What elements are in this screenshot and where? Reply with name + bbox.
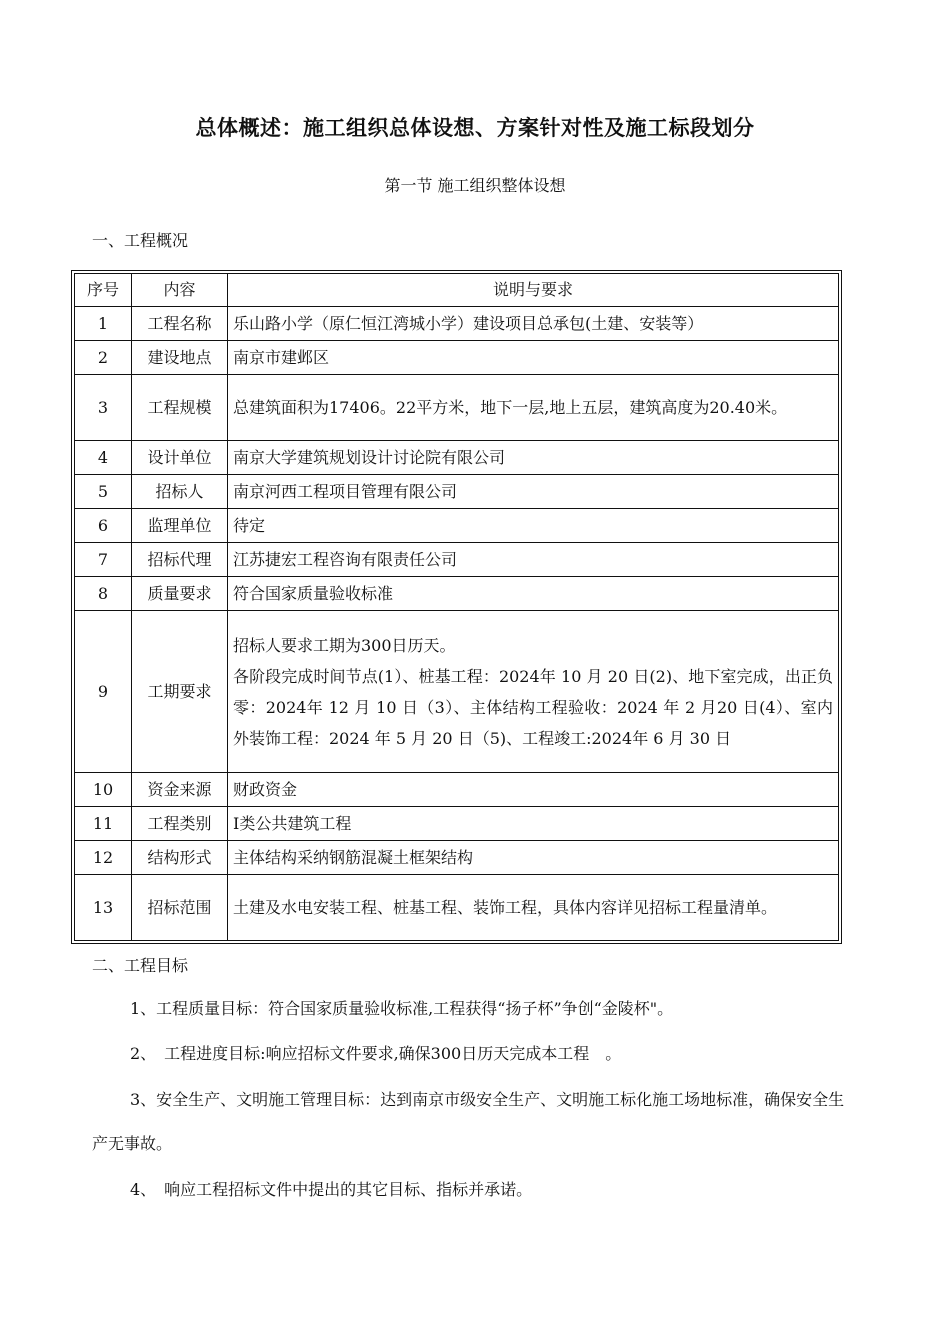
row-label: 质量要求 [132,577,228,611]
goal-schedule: 2、 工程进度目标:响应招标文件要求,确保300日历天完成本工程 。 [130,1044,622,1063]
row-number: 4 [75,441,132,475]
table-row [75,875,839,941]
column-header-description: 说明与要求 [228,274,839,307]
row-number: 13 [75,875,132,941]
row-description [228,611,839,773]
document-title: 总体概述：施工组织总体设想、方案针对性及施工标段划分 [195,116,755,140]
row-label: 监理单位 [132,509,228,543]
table-row [75,509,839,543]
row-label: 建设地点 [132,341,228,375]
row-description: 财政资金 [228,773,839,807]
table-row [75,611,839,773]
row-label: 结构形式 [132,841,228,875]
row-number: 8 [75,577,132,611]
table-row [75,475,839,509]
schedule-line: 各阶段完成时间节点(1）、桩基工程：2024年 10 月 20 日(2)、地下室完成，出正负零：2024年 12 月 10 日（3）、主体结构工程验收：2024 年 2 月20 日(4）、室内外装饰工程：2024 年 5 月 20 日（5)、工程竣工:2024年 6 月 30 日 [233,666,833,748]
row-number: 11 [75,807,132,841]
table-row [75,543,839,577]
row-label: 招标范围 [132,875,228,941]
row-number: 1 [75,307,132,341]
row-description: 符合国家质量验收标准 [228,577,839,611]
table-header-row [75,274,839,307]
heading-project-goals: 二、工程目标 [92,956,189,975]
row-label: 资金来源 [132,773,228,807]
row-description: 总建筑面积为17406。22平方米，地下一层,地上五层，建筑高度为20.40米。 [228,375,839,441]
table-row [75,341,839,375]
row-description: 主体结构采纳钢筋混凝土框架结构 [228,841,839,875]
row-description: 江苏捷宏工程咨询有限责任公司 [228,543,839,577]
table-row [75,577,839,611]
row-description: 南京市建邺区 [228,341,839,375]
goal-safety: 3、安全生产、文明施工管理目标：达到南京市级安全生产、文明施工标化施工场地标准，确保安全生产无事故。 [92,1090,845,1153]
row-description: 南京大学建筑规划设计讨论院有限公司 [228,441,839,475]
row-label: 招标人 [132,475,228,509]
row-number: 3 [75,375,132,441]
row-description: 土建及水电安装工程、桩基工程、装饰工程，具体内容详见招标工程量清单。 [228,875,839,941]
row-number: 12 [75,841,132,875]
row-number: 2 [75,341,132,375]
row-number: 9 [75,611,132,773]
table-row [75,773,839,807]
row-number: 10 [75,773,132,807]
row-description: Ⅰ类公共建筑工程 [228,807,839,841]
table-row [75,375,839,441]
row-number: 7 [75,543,132,577]
project-overview-table [71,270,842,944]
table-row [75,441,839,475]
row-label: 工程规模 [132,375,228,441]
row-description: 待定 [228,509,839,543]
table-row [75,841,839,875]
row-number: 6 [75,509,132,543]
column-header-no: 序号 [75,274,132,307]
schedule-line: 招标人要求工期为300日历天。 [233,635,456,655]
goal-quality: 1、工程质量目标：符合国家质量验收标准,工程获得“扬子杯”争创“金陵杯"。 [130,999,674,1018]
goal-commitment: 4、 响应工程招标文件中提出的其它目标、指标并承诺。 [130,1180,533,1199]
table-row [75,307,839,341]
row-description: 乐山路小学（原仁恒江湾城小学）建设项目总承包(土建、安装等） [228,307,839,341]
row-label: 工期要求 [132,611,228,773]
table-row [75,807,839,841]
row-label: 工程类别 [132,807,228,841]
row-label: 设计单位 [132,441,228,475]
row-number: 5 [75,475,132,509]
row-label: 工程名称 [132,307,228,341]
row-description: 南京河西工程项目管理有限公司 [228,475,839,509]
column-header-content: 内容 [132,274,228,307]
heading-project-overview: 一、工程概况 [92,231,189,250]
section-title: 第一节 施工组织整体设想 [384,176,566,195]
row-label: 招标代理 [132,543,228,577]
